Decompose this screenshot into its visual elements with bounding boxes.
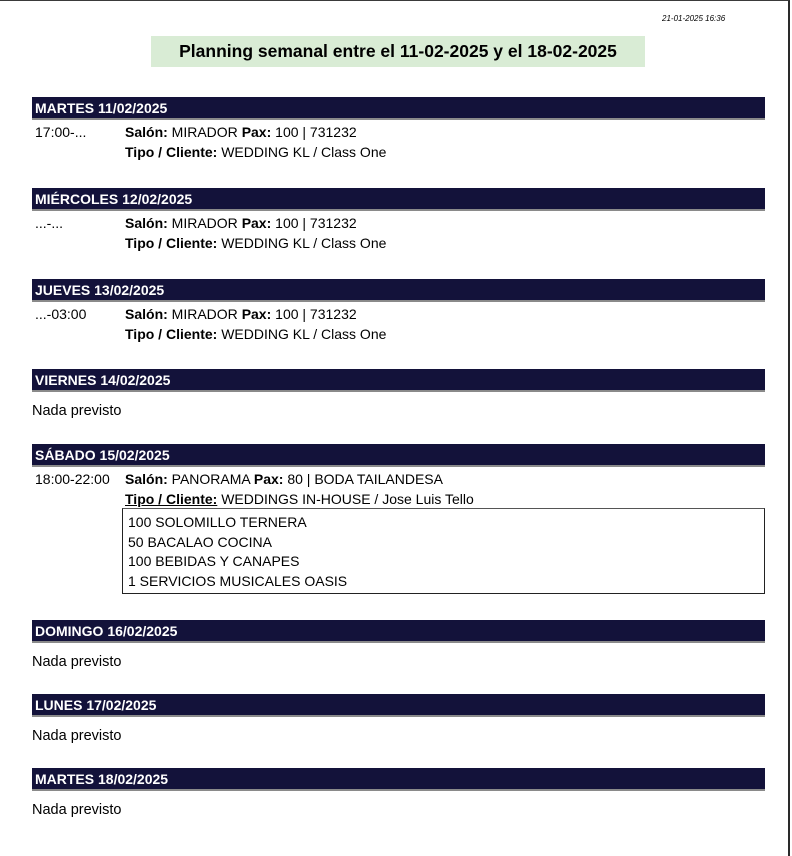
tipo-cliente-label: Tipo / Cliente: [125, 491, 218, 507]
day-header: SÁBADO 15/02/2025 [32, 444, 765, 467]
day-section [32, 369, 765, 419]
salon-value: MIRADOR [171, 215, 238, 231]
salon-value: MIRADOR [171, 306, 238, 322]
day-header: LUNES 17/02/2025 [32, 694, 765, 717]
event-items-box [122, 508, 765, 594]
salon-value: MIRADOR [171, 124, 238, 140]
pax-label: Pax: [241, 215, 272, 231]
event-time: 18:00-22:00 [35, 471, 110, 487]
pax-value: 80 | BODA TAILANDESA [287, 471, 443, 487]
event-info [125, 122, 765, 162]
day-header: VIERNES 14/02/2025 [32, 369, 765, 392]
event-item: 50 BACALAO COCINA [128, 533, 272, 550]
tipo-cliente-label: Tipo / Cliente: [125, 235, 218, 251]
event-salon-line [125, 122, 765, 142]
nothing-scheduled: Nada previsto [32, 728, 122, 744]
event-time: ...-03:00 [35, 306, 87, 322]
event [32, 122, 765, 162]
pax-value: 100 | 731232 [275, 124, 357, 140]
print-timestamp: 21-01-2025 16:36 [662, 14, 726, 23]
event [32, 469, 765, 594]
event-info [125, 469, 765, 509]
event-salon-line [125, 304, 765, 324]
day-header: MARTES 11/02/2025 [32, 97, 765, 120]
salon-label: Salón: [125, 471, 168, 487]
pax-value: 100 | 731232 [275, 306, 357, 322]
day-section [32, 620, 765, 670]
event-client-line [125, 324, 765, 344]
tipo-cliente-label: Tipo / Cliente: [125, 326, 218, 342]
day-section [32, 444, 765, 594]
nothing-scheduled: Nada previsto [32, 802, 122, 818]
event-time: 17:00-... [35, 124, 87, 140]
tipo-cliente-value: WEDDING KL / Class One [221, 326, 387, 342]
day-header: DOMINGO 16/02/2025 [32, 620, 765, 643]
pax-label: Pax: [253, 471, 284, 487]
nothing-scheduled: Nada previsto [32, 403, 122, 419]
salon-label: Salón: [125, 306, 168, 322]
event-time: ...-... [35, 215, 63, 231]
day-header: JUEVES 13/02/2025 [32, 279, 765, 302]
pax-label: Pax: [241, 306, 272, 322]
pax-label: Pax: [241, 124, 272, 140]
event-item: 100 BEBIDAS Y CANAPES [128, 553, 300, 570]
salon-label: Salón: [125, 124, 168, 140]
page-title: Planning semanal entre el 11-02-2025 y el 18-02-2025 [151, 36, 645, 67]
salon-value: PANORAMA [171, 471, 250, 487]
event-client-line [125, 489, 765, 509]
tipo-cliente-value: WEDDINGS IN-HOUSE / Jose Luis Tello [221, 491, 474, 507]
event-info [125, 304, 765, 344]
day-section [32, 279, 765, 344]
event-item: 1 SERVICIOS MUSICALES OASIS [128, 573, 348, 590]
nothing-scheduled: Nada previsto [32, 654, 122, 670]
event-salon-line [125, 469, 765, 489]
day-section [32, 188, 765, 253]
event-item: 100 SOLOMILLO TERNERA [128, 514, 307, 530]
event-client-line [125, 142, 765, 162]
salon-label: Salón: [125, 215, 168, 231]
event-client-line [125, 233, 765, 253]
tipo-cliente-value: WEDDING KL / Class One [221, 235, 387, 251]
day-section [32, 97, 765, 162]
event [32, 213, 765, 253]
event-info [125, 213, 765, 253]
tipo-cliente-value: WEDDING KL / Class One [221, 144, 387, 160]
day-section [32, 768, 765, 818]
day-section [32, 694, 765, 744]
event-salon-line [125, 213, 765, 233]
pax-value: 100 | 731232 [275, 215, 357, 231]
day-header: MIÉRCOLES 12/02/2025 [32, 188, 765, 211]
event [32, 304, 765, 344]
day-header: MARTES 18/02/2025 [32, 768, 765, 791]
tipo-cliente-label: Tipo / Cliente: [125, 144, 218, 160]
